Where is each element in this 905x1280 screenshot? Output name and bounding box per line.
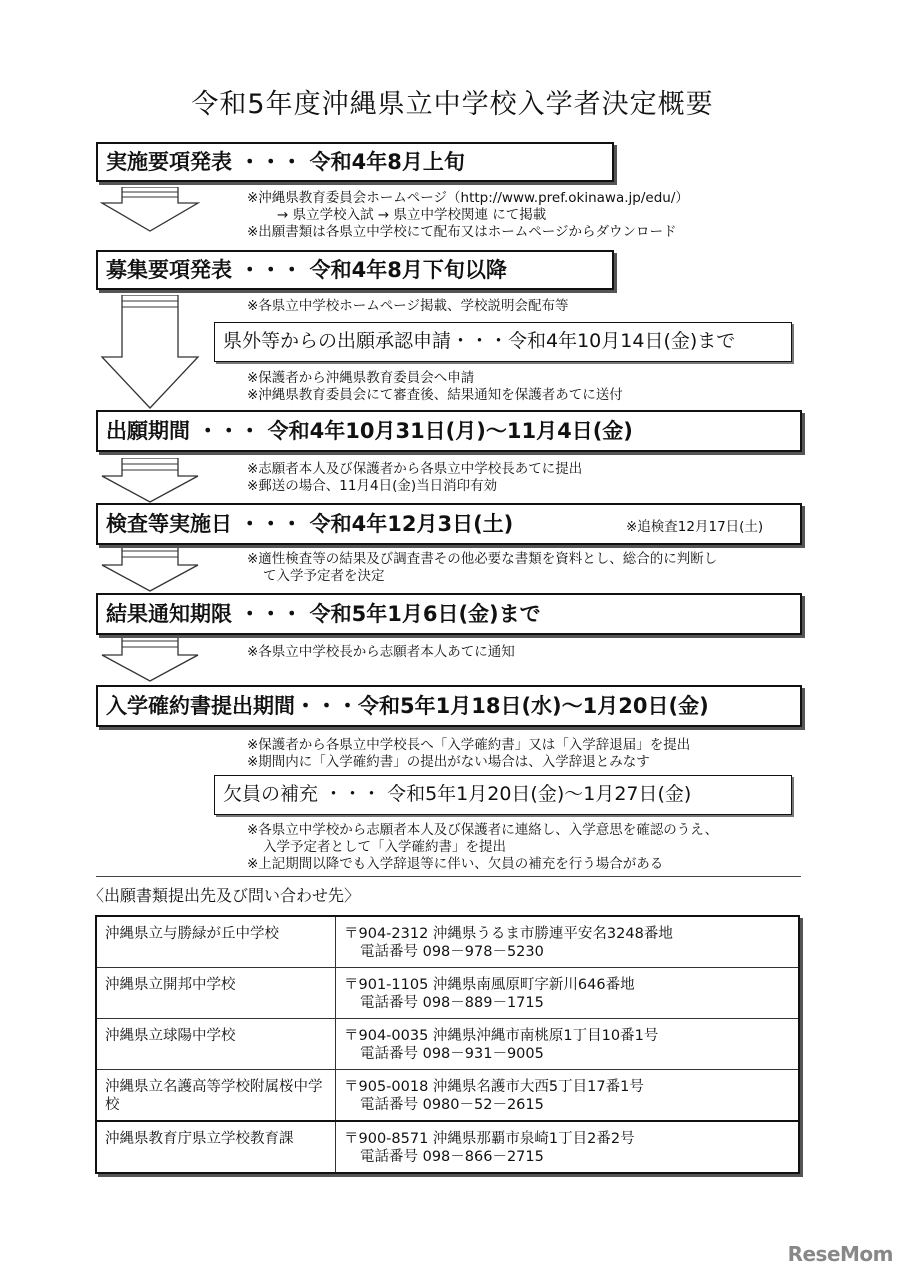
school-contact: 〒904-0035 沖縄県沖縄市南桃原1丁目10番1号 電話番号 098－931－9005 (336, 1019, 800, 1070)
table-row (96, 916, 799, 968)
step-announcement-guidelines: 実施要項発表 ・・・ 令和4年8月上旬 (96, 142, 614, 182)
table-row (96, 1121, 799, 1173)
make-up-exam-note: ※追検査12月17日(土) (626, 519, 764, 535)
step1-notes: ※沖縄県教育委員会ホームページ（http://www.pref.okinawa.jp/edu/） → 県立学校入試 → 県立中学校関連 にて掲載 ※出願書類は各県立中学校にて配布又はホームページからダウンロード (247, 190, 689, 240)
step2b-notes: ※保護者から沖縄県教育委員会へ申請 ※沖縄県教育委員会にて審査後、結果通知を保護者あてに送付 (247, 370, 623, 403)
step-out-of-prefecture-application: 県外等からの出願承認申請・・・令和4年10月14日(金)まで (214, 322, 792, 362)
flow-arrow-icon (100, 635, 200, 683)
contacts-heading: 〈出願書類提出先及び問い合わせ先〉 (88, 886, 361, 905)
school-name: 沖縄県教育庁県立学校教育課 (96, 1121, 336, 1173)
step-application-period: 出願期間 ・・・ 令和4年10月31日(月)～11月4日(金) (96, 410, 802, 452)
school-name: 沖縄県立球陽中学校 (96, 1019, 336, 1070)
step-enrollment-confirmation: 入学確約書提出期間・・・令和5年1月18日(水)～1月20日(金) (96, 685, 802, 727)
school-contact: 〒905-0018 沖縄県名護市大西5丁目17番1号 電話番号 0980－52－2615 (336, 1070, 800, 1122)
school-name: 沖縄県立名護高等学校附属桜中学校 (96, 1070, 336, 1122)
contacts-table (95, 915, 800, 1174)
step-result-notification: 結果通知期限 ・・・ 令和5年1月6日(金)まで (96, 593, 802, 635)
flow-arrow-icon (100, 545, 200, 593)
step2-notes: ※各県立中学校ホームページ掲載、学校説明会配布等 (247, 298, 569, 314)
flow-arrow-icon (100, 187, 200, 233)
flow-arrow-icon (100, 295, 200, 410)
step4-notes: ※適性検査等の結果及び調査書その他必要な書類を資料とし、総合的に判断し て入学予定者を決定 (247, 551, 718, 584)
school-contact: 〒900-8571 沖縄県那覇市泉崎1丁目2番2号 電話番号 098－866－2715 (336, 1121, 800, 1173)
school-contact: 〒901-1105 沖縄県南風原町字新川646番地 電話番号 098－889－1715 (336, 968, 800, 1019)
step-examination-date: 検査等実施日 ・・・ 令和4年12月3日(土) (96, 503, 802, 545)
table-row (96, 1070, 799, 1122)
table-row (96, 968, 799, 1019)
flow-arrow-icon (100, 458, 200, 504)
school-name: 沖縄県立開邦中学校 (96, 968, 336, 1019)
table-row (96, 1019, 799, 1070)
resemom-logo: ReseMom (787, 1242, 893, 1266)
step-vacancy-filling: 欠員の補充 ・・・ 令和5年1月20日(金)～1月27日(金) (214, 775, 792, 815)
step7-notes: ※各県立中学校から志願者本人及び保護者に連絡し、入学意思を確認のうえ、 入学予定者として「入学確約書」を提出 ※上記期間以降でも入学辞退等に伴い、欠員の補充を行う場合がある (247, 822, 719, 872)
step3-notes: ※志願者本人及び保護者から各県立中学校長あてに提出 ※郵送の場合、11月4日(金)当日消印有効 (247, 461, 583, 494)
step5-notes: ※各県立中学校長から志願者本人あてに通知 (247, 644, 515, 660)
divider (96, 876, 801, 877)
school-name: 沖縄県立与勝緑が丘中学校 (96, 916, 336, 968)
school-contact: 〒904-2312 沖縄県うるま市勝連平安名3248番地 電話番号 098－978－5230 (336, 916, 800, 968)
page-title: 令和5年度沖縄県立中学校入学者決定概要 (191, 89, 714, 120)
step-recruitment-guidelines: 募集要項発表 ・・・ 令和4年8月下旬以降 (96, 250, 614, 290)
step6-notes: ※保護者から各県立中学校長へ「入学確約書」又は「入学辞退届」を提出 ※期間内に「入学確約書」の提出がない場合は、入学辞退とみなす (247, 737, 691, 770)
